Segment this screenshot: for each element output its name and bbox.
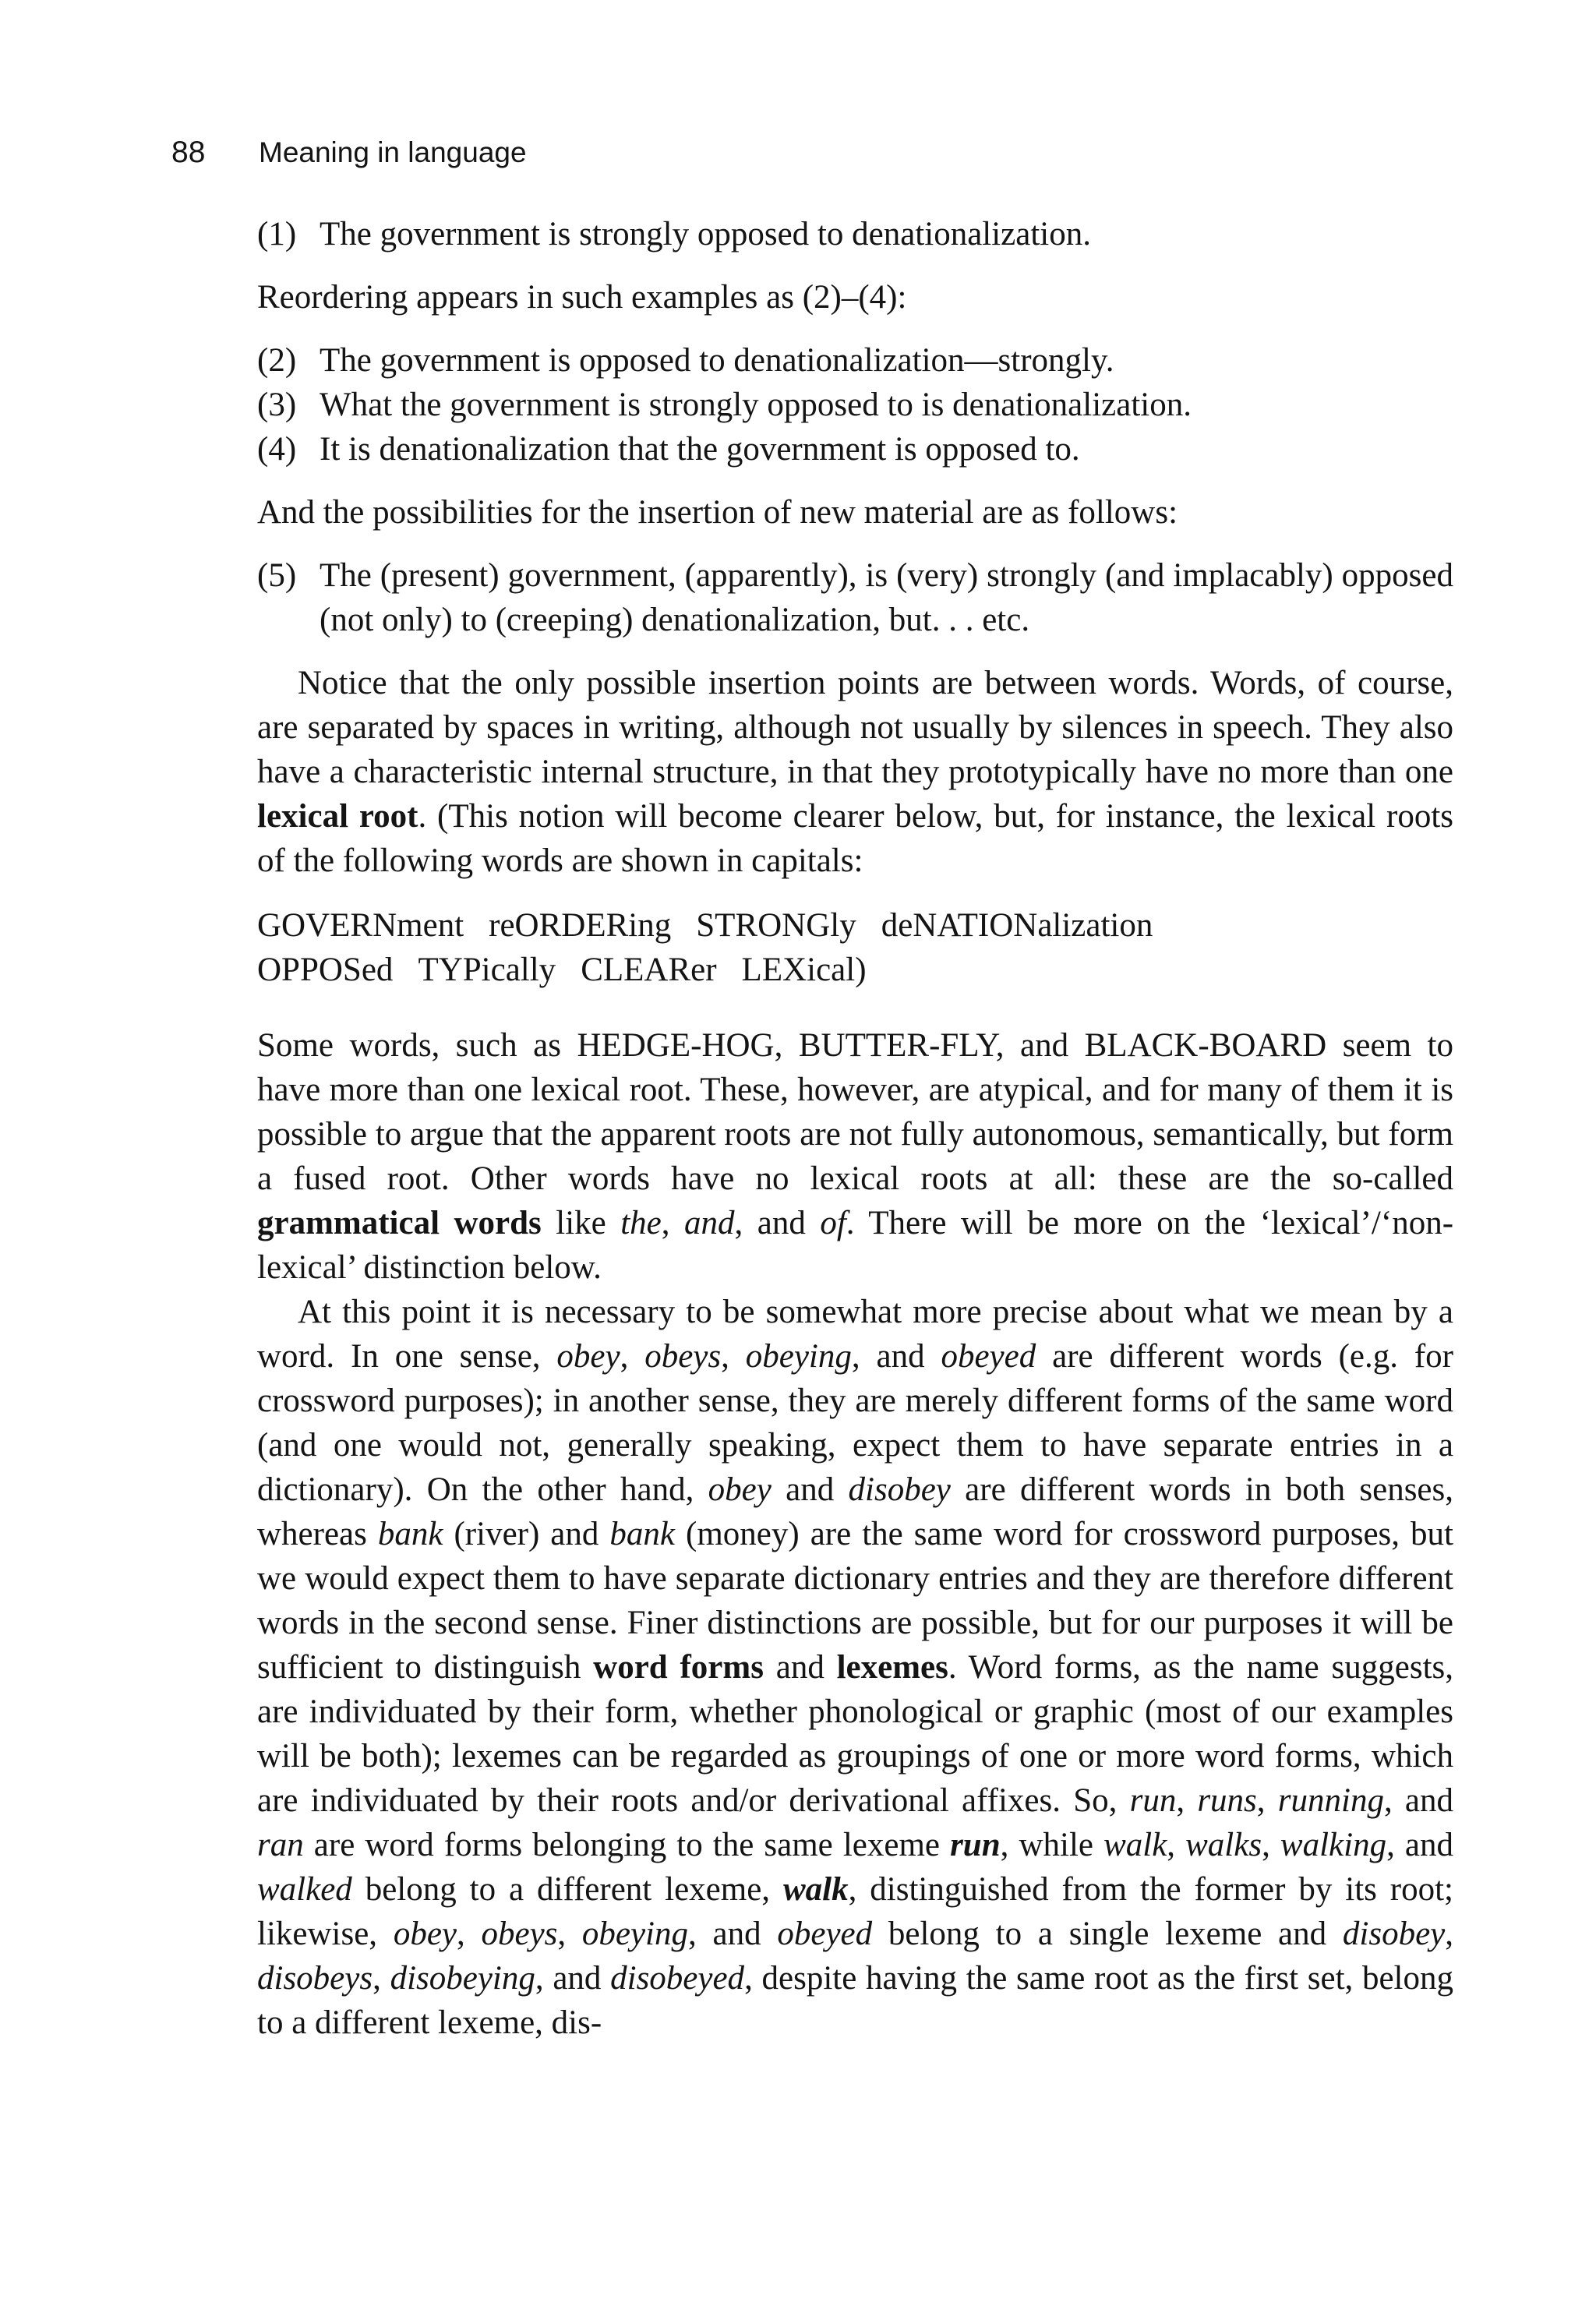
running-head: Meaning in language xyxy=(259,136,527,168)
paragraph-multiple-roots: Some words, such as HEDGE-HOG, BUTTER-FLY, and BLACK-BOARD seem to have more than one lexical root. These, however, are atypical, and for many of them it is possible to argue that the apparent roots are not fully autonomous, semantically, but form a fused root. Other words have no lexical roots at all: these are the so-called grammatical words like the, and, and of. There will be more on the ‘lexical’/‘non-lexical’ distinction below. xyxy=(257,1027,1454,1286)
root-word: CLEARer xyxy=(581,952,717,988)
example-text: The government is opposed to denationalization—strongly. xyxy=(320,342,1114,379)
root-word: LEXical) xyxy=(741,952,867,988)
page-number: 88 xyxy=(171,136,206,169)
example-group-2-4 xyxy=(257,338,1453,471)
root-word: TYPically xyxy=(418,952,556,988)
example-number: (2) xyxy=(257,342,297,379)
term-lexemes: lexemes xyxy=(836,1649,948,1686)
root-word: reORDERing xyxy=(489,907,672,944)
lexical-roots-list xyxy=(257,903,1453,992)
paragraph-insertion-points: Notice that the only possible insertion points are between words. Words, of course, are separated by spaces in writing, although not usually by silences in speech. They also have a characteristic internal structure, in that they prototypically have no more than one lexical root. (This notion will become clearer below, but, for instance, the lexical roots of the following words are shown in capitals: xyxy=(257,665,1453,879)
lexeme-run: run xyxy=(950,1827,1001,1863)
example-5 xyxy=(257,553,1453,642)
reordering-intro: Reordering appears in such examples as (2)–(4): xyxy=(257,279,907,316)
example-number: (1) xyxy=(257,216,297,253)
example-4 xyxy=(257,427,1453,471)
main-text xyxy=(257,212,1453,2045)
root-word: OPPOSed xyxy=(257,952,394,988)
term-word-forms: word forms xyxy=(593,1649,764,1686)
example-text: It is denationalization that the government is opposed to. xyxy=(320,431,1080,468)
term-grammatical-words: grammatical words xyxy=(257,1205,542,1241)
paragraph-word-forms-lexemes: At this point it is necessary to be somewhat more precise about what we mean by a word. In one sense, obey, obeys, obeying, and obeyed are different words (e.g. for crossword purposes); in another sense, they are merely different forms of the same word (and one would not, generally speaking, expect them to have separate entries in a dictionary). On the other hand, obey and disobey are different words in both senses, whereas bank (river) and bank (money) are the same word for crossword purposes, but we would expect them to have separate dictionary entries and they are therefore different words in the second sense. Finer distinctions are possible, but for our purposes it will be sufficient to distinguish word forms and lexemes. Word forms, as the name suggests, are individuated by their form, whether phonological or graphic (most of our examples will be both); lexemes can be regarded as groupings of one or more word forms, which are individuated by their roots and/or derivational affixes. So, run, runs, running, and ran are word forms belonging to the same lexeme run, while walk, walks, walking, and walked belong to a different lexeme, walk, distinguished from the former by its root; likewise, obey, obeys, obeying, and obeyed belong to a single lexeme and disobey, disobeys, disobeying, and disobeyed, despite having the same root as the first set, belong to a different lexeme, dis- xyxy=(257,1294,1454,2041)
example-text: The government is strongly opposed to denationalization. xyxy=(320,216,1091,253)
root-word: deNATIONalization xyxy=(881,907,1153,944)
example-text: The (present) government, (apparently), is (very) strongly (and implacably) opposed (not only) to (creeping) denationalization, but. . . etc. xyxy=(320,557,1453,638)
example-text: What the government is strongly opposed to is denationalization. xyxy=(320,387,1192,423)
example-3 xyxy=(257,383,1453,427)
root-word: STRONGly xyxy=(696,907,856,944)
example-number: (3) xyxy=(257,387,297,423)
example-number: (4) xyxy=(257,431,297,468)
example-2 xyxy=(257,338,1453,383)
term-lexical-root: lexical root xyxy=(257,798,418,835)
insertion-intro: And the possibilities for the insertion of new material are as follows: xyxy=(257,494,1178,531)
root-word: GOVERNment xyxy=(257,907,464,944)
lexeme-walk: walk xyxy=(782,1871,849,1908)
roots-row-2 xyxy=(257,948,1453,992)
roots-row-1 xyxy=(257,903,1453,948)
example-1 xyxy=(257,212,1453,256)
example-number: (5) xyxy=(257,557,297,594)
